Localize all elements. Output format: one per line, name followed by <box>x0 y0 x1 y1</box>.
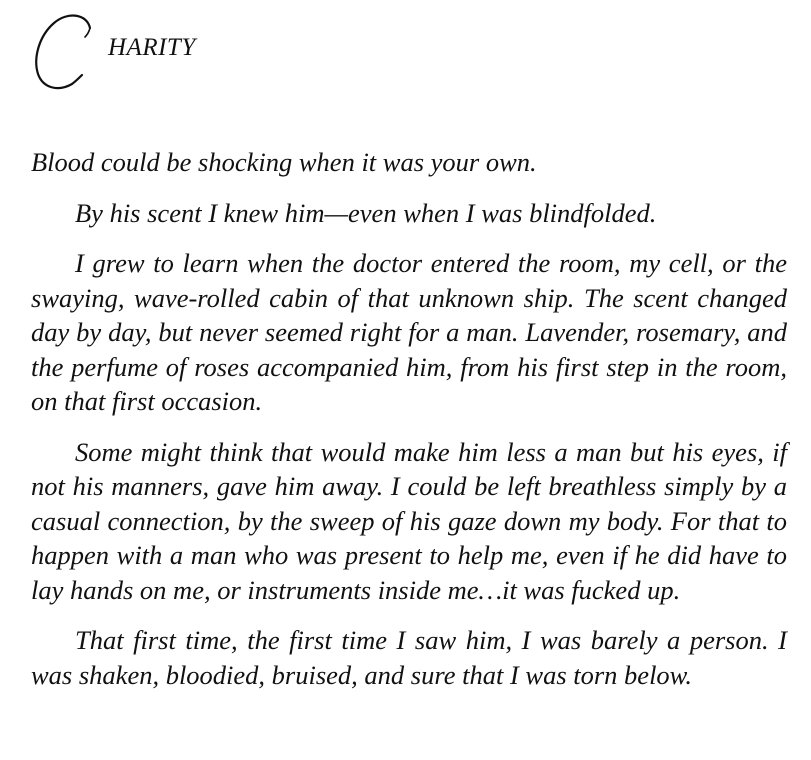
paragraph: Some might think that would make him less a man but his eyes, if not his manners, gave him away. I could be left breathless simply by a casual connection, by the sweep of his gaze down my body. For that to happen with a man who was present to help me, even if he did have to lay hands on me, or instruments inside me…it was fucked up. <box>31 436 787 605</box>
chapter-title: HARITY <box>108 34 196 61</box>
paragraph: I grew to learn when the doctor entered the room, my cell, or the swaying, wave-rolled cabin of that unknown ship. The scent changed day by day, but never seemed right for a man. Lavender, rosemary, and the perfume of roses accompanied him, from his first step in the room, on that first occasion. <box>31 248 787 416</box>
chapter-body <box>31 145 787 708</box>
chapter-heading <box>30 8 430 98</box>
paragraph: By his scent I knew him—even when I was blindfolded. <box>75 197 657 228</box>
drop-cap-c <box>30 8 110 98</box>
paragraph: Blood could be shocking when it was your own. <box>31 147 537 177</box>
paragraph: That first time, the first time I saw him, I was barely a person. I was shaken, bloodied, bruised, and sure that I was torn below. <box>31 625 787 690</box>
